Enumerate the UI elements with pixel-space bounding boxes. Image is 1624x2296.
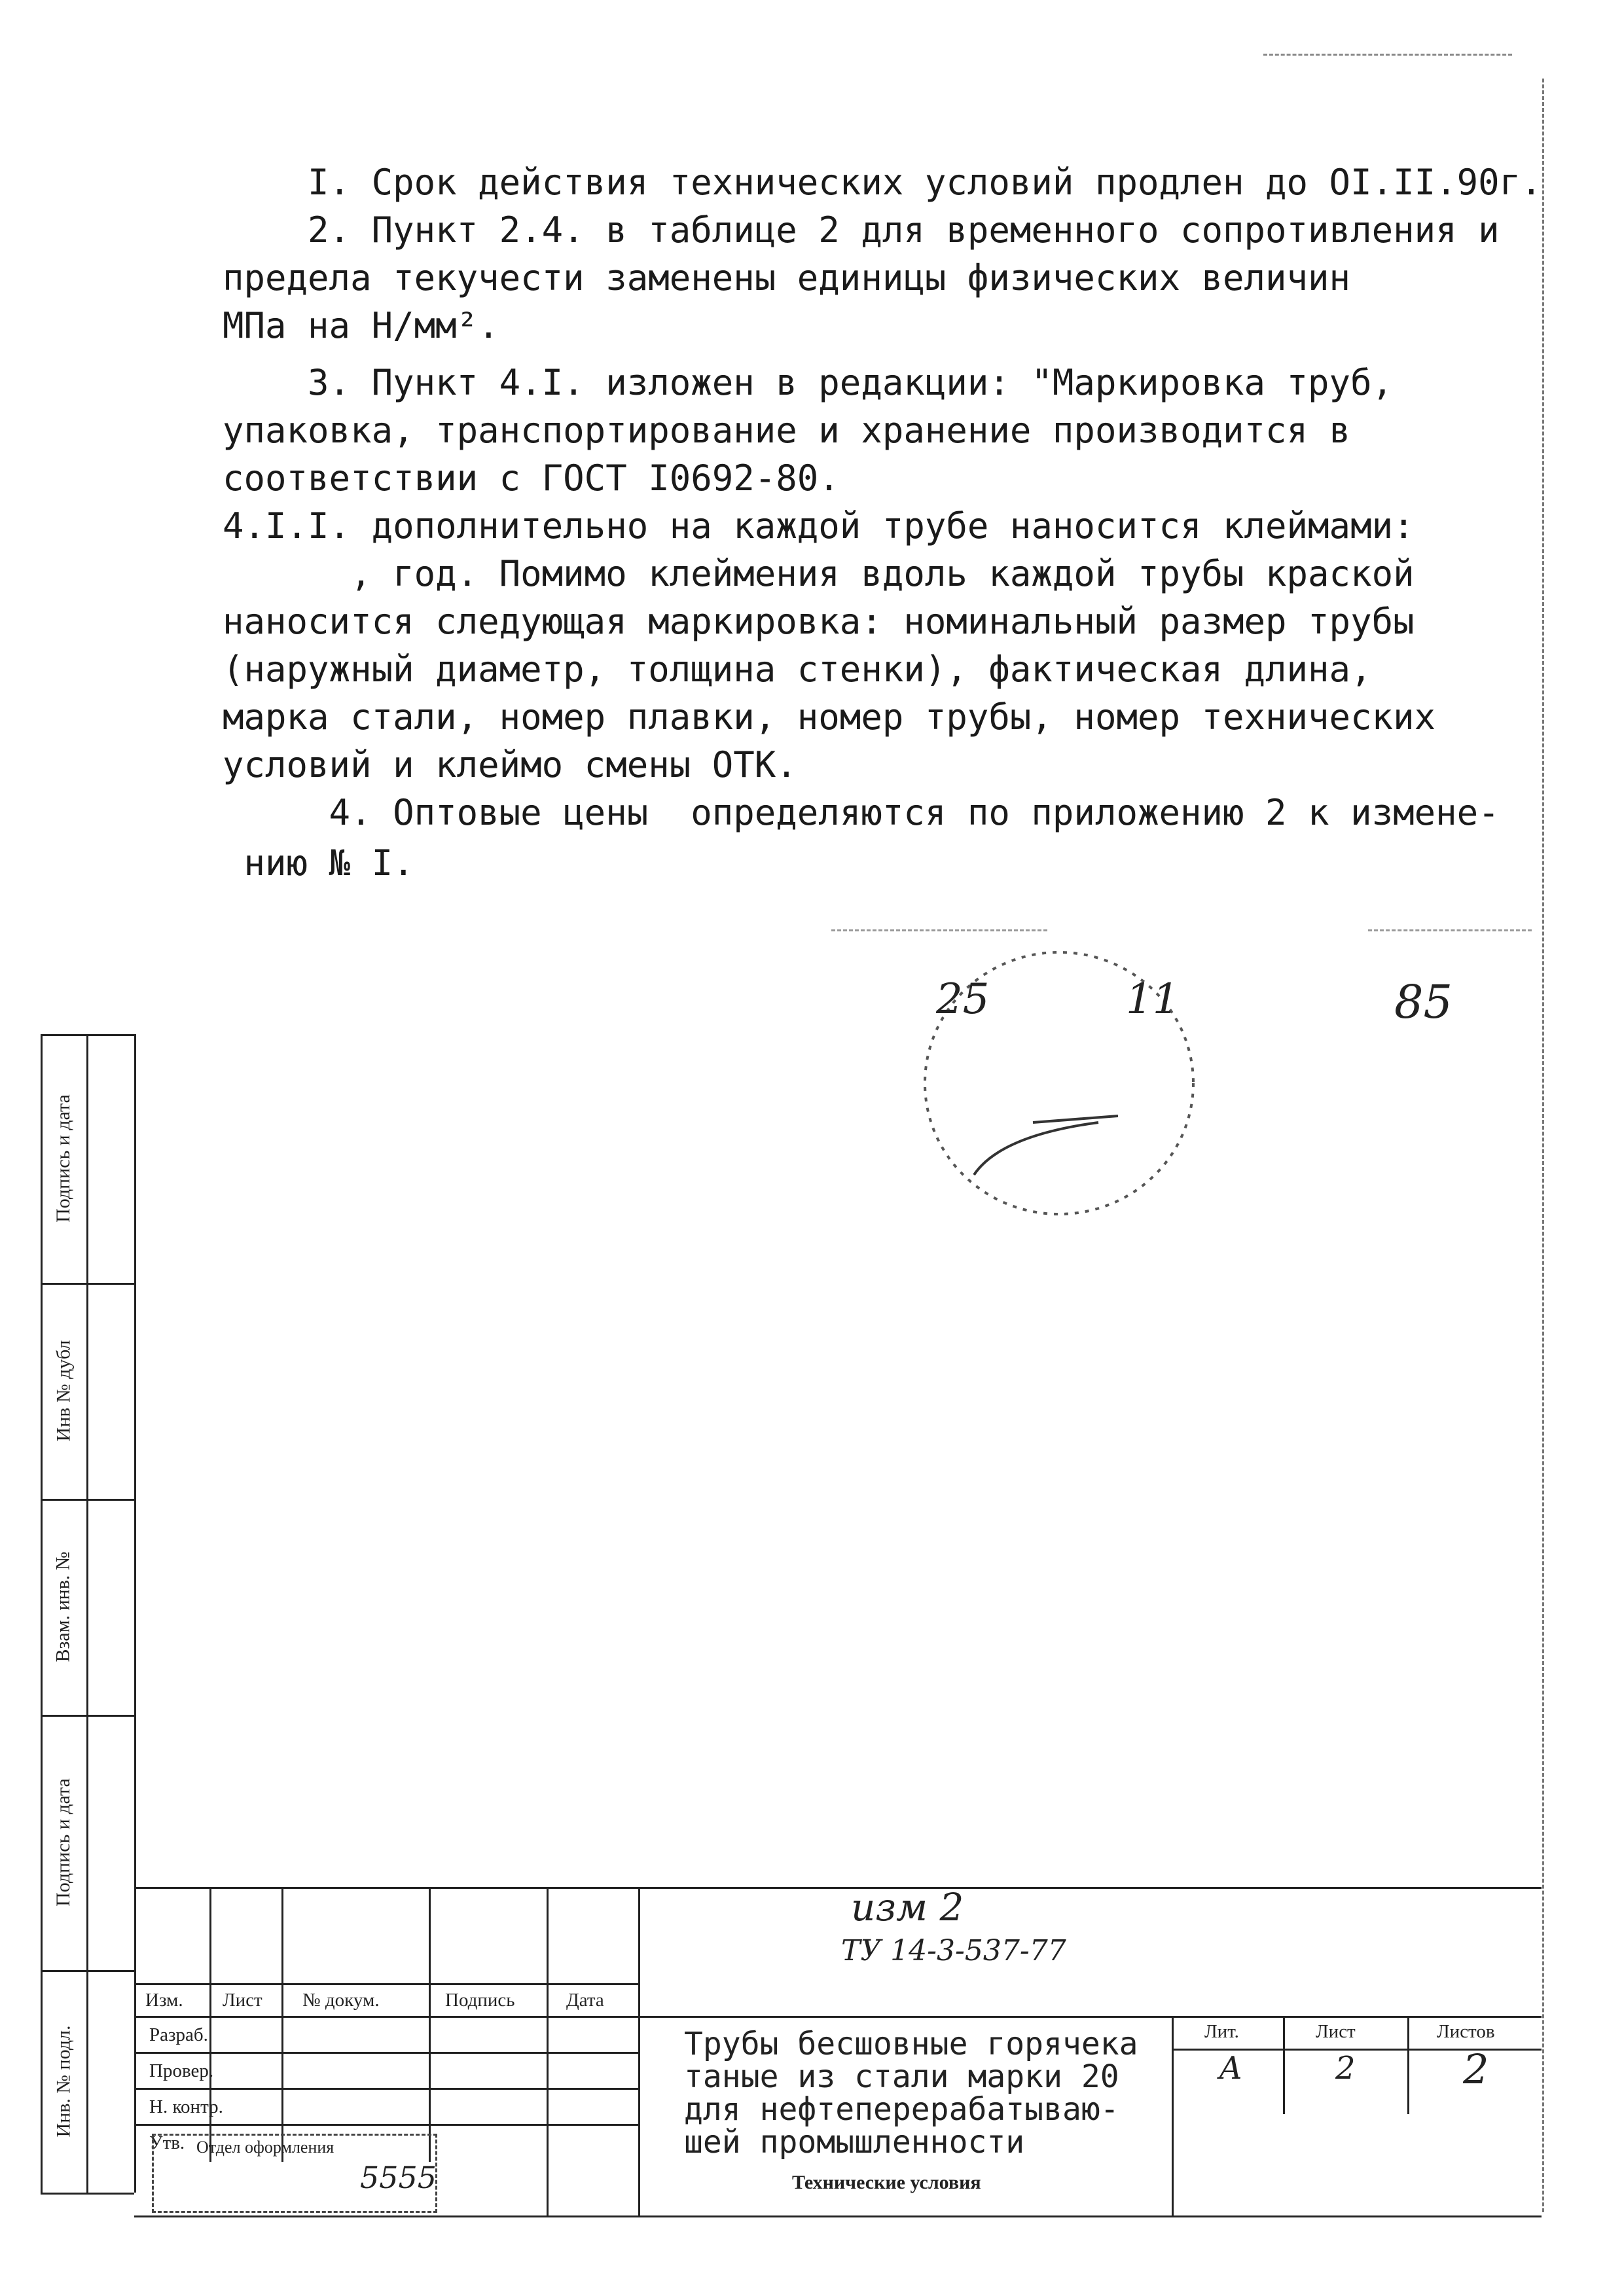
body-line: 4. Оптовые цены определяются по приложению 2 к измене- bbox=[223, 792, 1500, 833]
body-line: 2. Пункт 2.4. в таблице 2 для временного сопротивления и bbox=[223, 209, 1500, 251]
document-title-line: Трубы бесшовные горячека bbox=[684, 2026, 1138, 2062]
body-line: марка стали, номер плавки, номер трубы, номер технических bbox=[223, 696, 1436, 738]
document-title-line: для нефтеперерабатываю- bbox=[684, 2091, 1119, 2128]
strip-line bbox=[41, 2193, 134, 2195]
strip-label-replaced-inv: Взам. инв. № bbox=[52, 1551, 74, 1662]
stamp-day: 25 bbox=[936, 975, 990, 1024]
strip-label-dup-inv: Инв № дубл bbox=[52, 1340, 74, 1442]
row-label-norm-control: Н. контр. bbox=[149, 2096, 223, 2117]
sheets-header: Листов bbox=[1437, 2021, 1495, 2042]
dash-mark bbox=[1368, 929, 1532, 931]
department-stamp-number: 5555 bbox=[360, 2160, 437, 2195]
row-label-developed: Разраб. bbox=[149, 2024, 208, 2045]
body-line: нию № I. bbox=[223, 842, 414, 884]
strip-label-signature-date: Подпись и дата bbox=[52, 1094, 75, 1223]
body-line: наносится следующая маркировка: номинальный размер трубы bbox=[223, 601, 1415, 642]
strip-label-signature-date: Подпись и дата bbox=[52, 1778, 75, 1907]
body-line: МПа на Н/мм². bbox=[223, 305, 499, 346]
body-line: (наружный диаметр, толщина стенки), фактическая длина, bbox=[223, 649, 1372, 690]
tb-line bbox=[209, 1887, 211, 2162]
tb-line bbox=[1407, 2016, 1409, 2114]
tb-line bbox=[638, 1887, 640, 2215]
tb-line bbox=[281, 1887, 283, 2162]
tb-line bbox=[1172, 2016, 1174, 2215]
body-line: , год. Помимо клеймения вдоль каждой трубы краской bbox=[223, 553, 1415, 594]
document-subtitle: Технические условия bbox=[792, 2172, 981, 2193]
tb-line bbox=[547, 1887, 549, 2215]
sheets-value: 2 bbox=[1463, 2045, 1489, 2093]
stamp-month: 11 bbox=[1126, 975, 1180, 1024]
document-title-line: шей промышленности bbox=[684, 2124, 1025, 2161]
tb-line bbox=[134, 2215, 1542, 2217]
row-label-checked: Провер. bbox=[149, 2060, 214, 2081]
body-line: I. Срок действия технических условий продлен до OI.II.90г. bbox=[223, 162, 1542, 203]
col-header-signature: Подпись bbox=[445, 1990, 515, 2011]
seal-circle-icon bbox=[902, 926, 1229, 1227]
tb-line bbox=[134, 2016, 1542, 2018]
body-line: условий и клеймо смены ОТК. bbox=[223, 744, 797, 785]
round-seal-stamp bbox=[902, 926, 1229, 1227]
col-header-date: Дата bbox=[566, 1990, 604, 2011]
tb-line bbox=[429, 1887, 431, 2162]
strip-line bbox=[134, 1034, 136, 2193]
body-line: соответствии с ГОСТ I0692-80. bbox=[223, 457, 840, 499]
document-title-line: таные из стали марки 20 bbox=[684, 2058, 1119, 2095]
top-edge-mark bbox=[1263, 54, 1512, 56]
col-header-sheet: Лист bbox=[223, 1990, 262, 2011]
body-line: 4.I.I. дополнительно на каждой трубе наносится клеймами: bbox=[223, 505, 1415, 547]
lit-value: А bbox=[1219, 2050, 1243, 2087]
body-line: предела текучести заменены единицы физических величин bbox=[223, 257, 1351, 298]
body-line: 3. Пункт 4.I. изложен в редакции: "Маркировка труб, bbox=[223, 362, 1394, 403]
strip-label-original-inv: Инв. № подл. bbox=[52, 2025, 74, 2138]
tb-line bbox=[1283, 2016, 1285, 2114]
sheet-header: Лист bbox=[1316, 2021, 1356, 2042]
tb-line bbox=[134, 1887, 1542, 1889]
col-header-doc-no: № докум. bbox=[302, 1990, 380, 2011]
dash-mark bbox=[831, 929, 1047, 931]
stamp-year: 85 bbox=[1394, 975, 1453, 1029]
strip-line bbox=[86, 1034, 88, 2193]
right-margin-line bbox=[1542, 79, 1544, 2212]
row-label-approved: Утв. bbox=[149, 2132, 185, 2153]
sheet-value: 2 bbox=[1335, 2050, 1356, 2087]
change-note: изм 2 bbox=[851, 1885, 964, 1929]
doc-number: ТУ 14-3-537-77 bbox=[841, 1934, 1066, 1967]
lit-header: Лит. bbox=[1204, 2021, 1239, 2042]
department-stamp-text: Отдел оформления bbox=[196, 2138, 334, 2157]
col-header-change: Изм. bbox=[145, 1990, 183, 2011]
body-line: упаковка, транспортирование и хранение производится в bbox=[223, 410, 1351, 451]
